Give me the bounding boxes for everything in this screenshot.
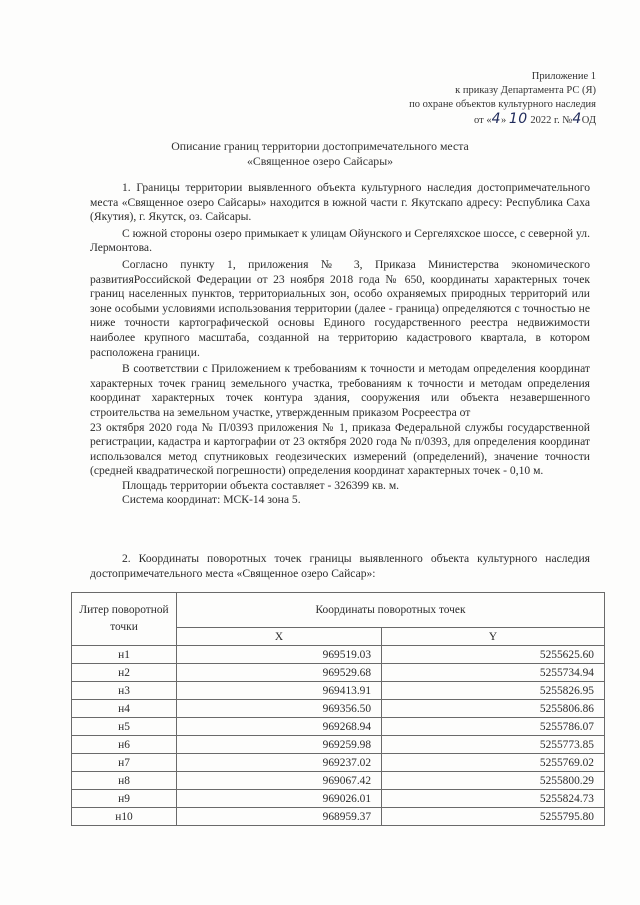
point-label: н10 bbox=[72, 808, 177, 826]
table-row bbox=[72, 646, 605, 664]
column-header-point: Литер поворотной точки bbox=[72, 593, 177, 646]
x-value: 968959.37 bbox=[177, 808, 382, 826]
x-value: 969237.02 bbox=[177, 754, 382, 772]
y-value: 5255795.80 bbox=[382, 808, 605, 826]
column-header-y: Y bbox=[382, 628, 605, 646]
column-header-coordinates: Координаты поворотных точек bbox=[177, 593, 605, 628]
table-row bbox=[72, 736, 605, 754]
table-row bbox=[72, 754, 605, 772]
y-value: 5255625.60 bbox=[382, 646, 605, 664]
x-value: 969519.03 bbox=[177, 646, 382, 664]
x-value: 969413.91 bbox=[177, 682, 382, 700]
title-line-1: Описание границ территории достопримечательного места bbox=[171, 139, 469, 153]
handwritten-day: 4 bbox=[491, 111, 501, 127]
y-value: 5255806.86 bbox=[382, 700, 605, 718]
point-label: н2 bbox=[72, 664, 177, 682]
point-label: н6 bbox=[72, 736, 177, 754]
point-label: н7 bbox=[72, 754, 177, 772]
y-value: 5255826.95 bbox=[382, 682, 605, 700]
order-suffix: ОД bbox=[581, 115, 596, 126]
x-value: 969268.94 bbox=[177, 718, 382, 736]
appendix-line-2: к приказу Департамента РС (Я) bbox=[455, 85, 596, 96]
coordinate-system-paragraph: Система координат: МСК-14 зона 5. bbox=[122, 493, 301, 507]
date-year: 2022 г. № bbox=[527, 115, 573, 126]
table-row bbox=[72, 700, 605, 718]
y-value: 5255824.73 bbox=[382, 790, 605, 808]
table-header-row bbox=[72, 593, 605, 628]
y-value: 5255786.07 bbox=[382, 718, 605, 736]
paragraph-3: Согласно пункту 1, приложения № 3, Приказа Министерства экономического развитияРоссийской Федерации от 23 ноября 2018 года № 650, координаты характерных точек границ населенных пунктов, территориальных зон, особо охраняемых природных территорий или зоне особыми условиями использования территории (далее - граница) определяются с точностью не ниже точности картографической основы Единого государственного реестра недвижимости наиболее крупного масштаба, созданной на территорию кадастрового квартала, в котором расположена граници. bbox=[90, 257, 590, 359]
table-row bbox=[72, 664, 605, 682]
area-paragraph: Площадь территории объекта составляет - 326399 кв. м. bbox=[122, 478, 400, 492]
table-row bbox=[72, 808, 605, 826]
point-label: н1 bbox=[72, 646, 177, 664]
y-value: 5255773.85 bbox=[382, 736, 605, 754]
point-label: н9 bbox=[72, 790, 177, 808]
y-value: 5255800.29 bbox=[382, 772, 605, 790]
date-prefix: от « bbox=[474, 115, 492, 126]
paragraph-4b: 23 октября 2020 года № П/0393 приложения № 1, приказа Федеральной службы государственной регистрации, кадастра и картографии от 23 октября 2020 года № п/0393, для определения координат использовался метод спутниковых геодезических измерений (определений), значение точности (средней квадратической погрешности) определения координат характерных точек - 0,10 м. bbox=[90, 420, 590, 478]
point-label: н5 bbox=[72, 718, 177, 736]
x-value: 969067.42 bbox=[177, 772, 382, 790]
y-value: 5255769.02 bbox=[382, 754, 605, 772]
appendix-line-3: по охране объектов культурного наследия bbox=[409, 99, 596, 110]
paragraph-2: С южной стороны озеро примыкает к улицам Ойунского и Сергеляхское шоссе, с северной ул. Лермонтова. bbox=[90, 226, 590, 255]
point-label: н3 bbox=[72, 682, 177, 700]
paragraph-1: 1. Границы территории выявленного объекта культурного наследия достопримечательного места «Священное озеро Сайсары» находится в южной части г. Якутскапо адресу: Республика Саха (Якутия), г. Якутск, оз. Сайсары. bbox=[90, 181, 590, 224]
x-value: 969026.01 bbox=[177, 790, 382, 808]
point-label: н4 bbox=[72, 700, 177, 718]
body-text bbox=[90, 181, 590, 508]
table-row bbox=[72, 772, 605, 790]
handwritten-month: 10 bbox=[508, 111, 528, 127]
title-line-2: «Священное озеро Сайсары» bbox=[246, 154, 394, 168]
section-2-heading: 2. Координаты поворотных точек границы выявленного объекта культурного наследия достопримечательного места «Священное озеро Сайсар»: bbox=[90, 552, 590, 580]
document-title bbox=[0, 139, 640, 169]
x-value: 969529.68 bbox=[177, 664, 382, 682]
paragraph-4a: В соответствии с Приложением к требованиям к точности и методам определения координат характерных точек границ земельного участка, требованиям к точности и методам определения координат характерных точек контура здания, сооружения или объекта незавершенного строительства на земельном участке, утвержденным приказом Росреестра от bbox=[90, 362, 590, 419]
appendix-header bbox=[296, 70, 596, 128]
table-row bbox=[72, 682, 605, 700]
point-label: н8 bbox=[72, 772, 177, 790]
handwritten-order-number: 4 bbox=[572, 111, 582, 127]
y-value: 5255734.94 bbox=[382, 664, 605, 682]
coordinates-table bbox=[71, 592, 605, 826]
column-header-x: X bbox=[177, 628, 382, 646]
x-value: 969356.50 bbox=[177, 700, 382, 718]
x-value: 969259.98 bbox=[177, 736, 382, 754]
date-mid: » bbox=[501, 115, 509, 126]
order-date-line bbox=[296, 112, 596, 128]
appendix-line-1: Приложение 1 bbox=[531, 71, 596, 82]
table-row bbox=[72, 790, 605, 808]
table-row bbox=[72, 718, 605, 736]
